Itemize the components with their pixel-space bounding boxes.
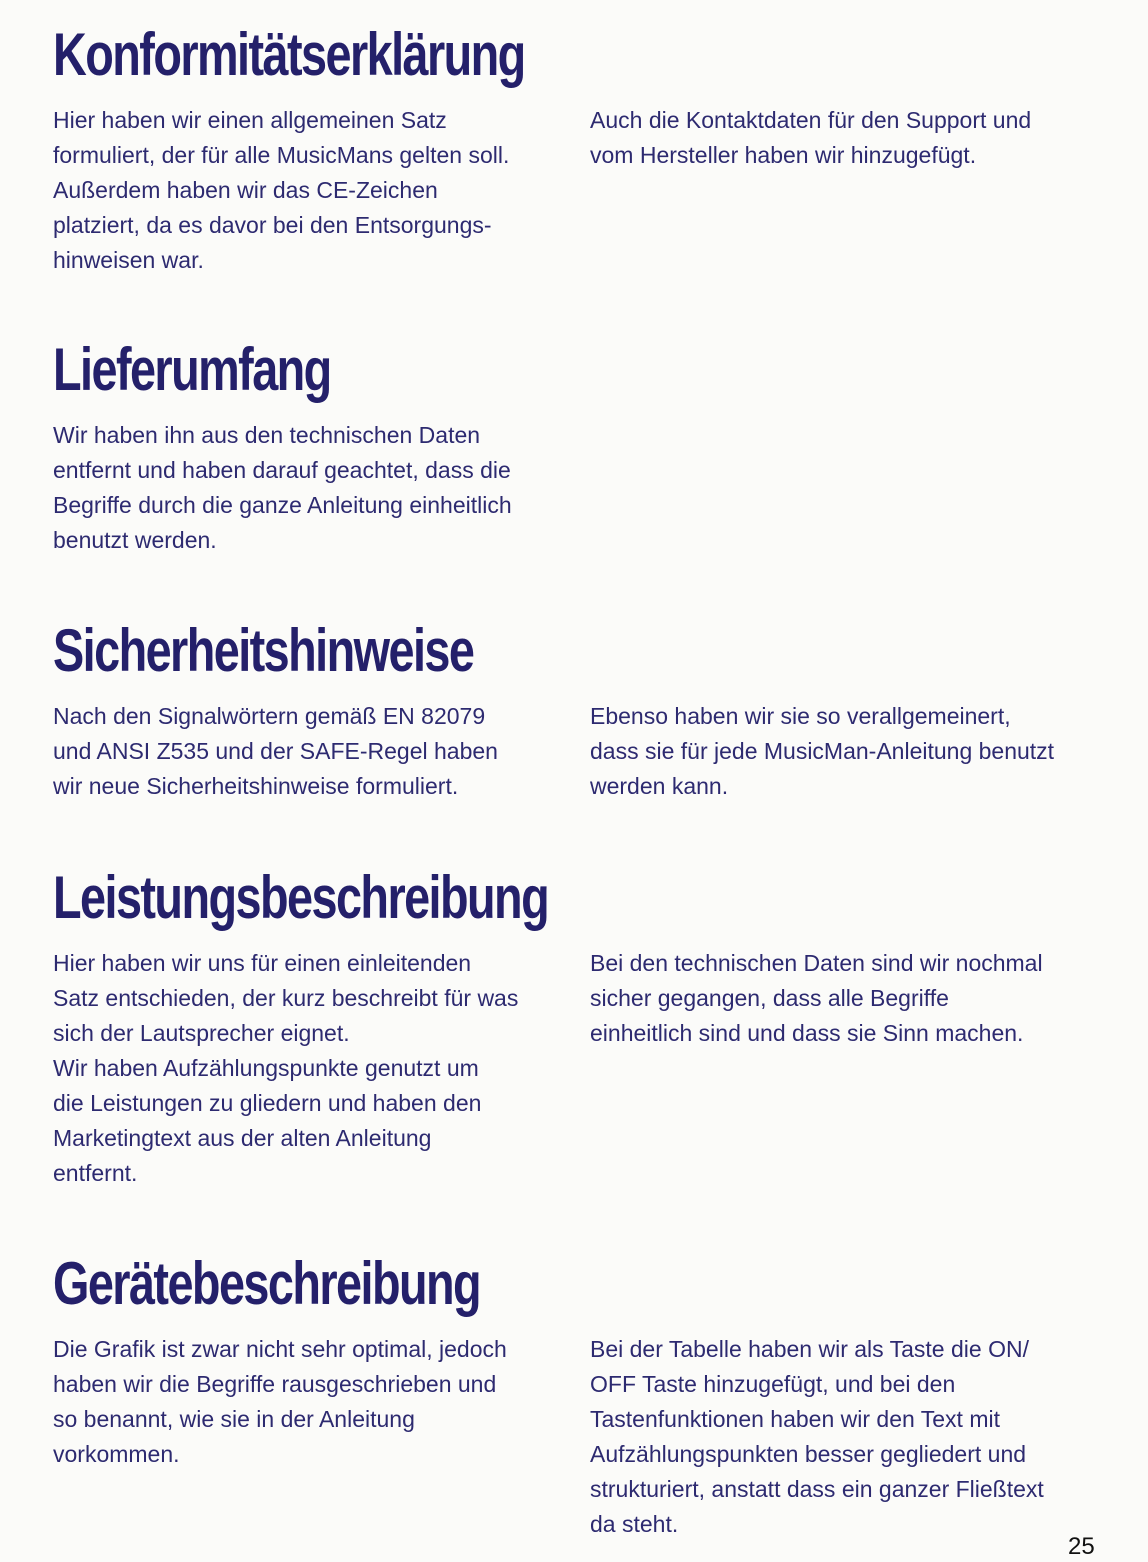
section-heading: Leistungsbeschreibung (53, 864, 549, 931)
text-line: formuliert, der für alle MusicMans gelten soll. (53, 142, 510, 168)
text-line: Satz entschieden, der kurz beschreibt für was (53, 985, 519, 1011)
text-line: Bei der Tabelle haben wir als Taste die ON/ (590, 1336, 1029, 1362)
right-column-text (590, 946, 1115, 1051)
text-line: haben wir die Begriffe rausgeschrieben und (53, 1371, 497, 1397)
left-column-text (53, 418, 573, 558)
text-line: wir neue Sicherheitshinweise formuliert. (53, 773, 459, 799)
section-sicherheitshinweise (53, 616, 1113, 799)
section-heading: Lieferumfang (53, 336, 331, 403)
section-heading: Konformitätserklärung (53, 21, 525, 88)
text-line: Hier haben wir einen allgemeinen Satz (53, 107, 447, 133)
page-number: 25 (1068, 1533, 1095, 1560)
text-line: OFF Taste hinzugefügt, und bei den (590, 1371, 956, 1397)
text-line: strukturiert, anstatt dass ein ganzer Fließtext (590, 1476, 1044, 1502)
text-line: da steht. (590, 1511, 679, 1537)
left-column-text (53, 1332, 573, 1472)
text-line: Hier haben wir uns für einen einleitenden (53, 950, 472, 976)
text-line: benutzt werden. (53, 527, 217, 553)
text-line: entfernt. (53, 1160, 138, 1186)
text-line: Begriffe durch die ganze Anleitung einheitlich (53, 492, 512, 518)
text-line: sicher gegangen, dass alle Begriffe (590, 985, 949, 1011)
text-line: Wir haben ihn aus den technischen Daten (53, 422, 481, 448)
section-geraetebeschreibung (53, 1249, 1113, 1537)
text-line: werden kann. (590, 773, 729, 799)
section-leistungsbeschreibung (53, 863, 1113, 1186)
text-line: Auch die Kontaktdaten für den Support und (590, 107, 1032, 133)
text-line: dass sie für jede MusicMan-Anleitung benutzt (590, 738, 1055, 764)
left-column-text (53, 699, 573, 804)
left-column-text (53, 103, 573, 278)
text-line: vorkommen. (53, 1441, 180, 1467)
section-heading: Sicherheitshinweise (53, 617, 474, 684)
section-lieferumfang (53, 335, 1113, 553)
text-line: Tastenfunktionen haben wir den Text mit (590, 1406, 1000, 1432)
text-line: Ebenso haben wir sie so verallgemeinert, (590, 703, 1011, 729)
text-line: Wir haben Aufzählungspunkte genutzt um (53, 1055, 479, 1081)
section-heading: Gerätebeschreibung (53, 1250, 481, 1317)
text-line: entfernt und haben darauf geachtet, dass die (53, 457, 511, 483)
right-column-text (590, 699, 1115, 804)
text-line: Marketingtext aus der alten Anleitung (53, 1125, 432, 1151)
text-line: sich der Lautsprecher eignet. (53, 1020, 350, 1046)
text-line: hinweisen war. (53, 247, 204, 273)
text-line: und ANSI Z535 und der SAFE-Regel haben (53, 738, 498, 764)
text-line: Bei den technischen Daten sind wir nochmal (590, 950, 1043, 976)
text-line: Außerdem haben wir das CE-Zeichen (53, 177, 438, 203)
left-column-text (53, 946, 573, 1191)
right-column-text (590, 103, 1115, 173)
text-line: vom Hersteller haben wir hinzugefügt. (590, 142, 977, 168)
text-line: Nach den Signalwörtern gemäß EN 82079 (53, 703, 486, 729)
section-konformitaetserklaerung (53, 20, 1113, 273)
text-line: Die Grafik ist zwar nicht sehr optimal, jedoch (53, 1336, 507, 1362)
text-line: einheitlich sind und dass sie Sinn machen. (590, 1020, 1024, 1046)
text-line: platziert, da es davor bei den Entsorgungs- (53, 212, 492, 238)
text-line: die Leistungen zu gliedern und haben den (53, 1090, 482, 1116)
right-column-text (590, 1332, 1115, 1542)
text-line: Aufzählungspunkten besser gegliedert und (590, 1441, 1027, 1467)
text-line: so benannt, wie sie in der Anleitung (53, 1406, 415, 1432)
